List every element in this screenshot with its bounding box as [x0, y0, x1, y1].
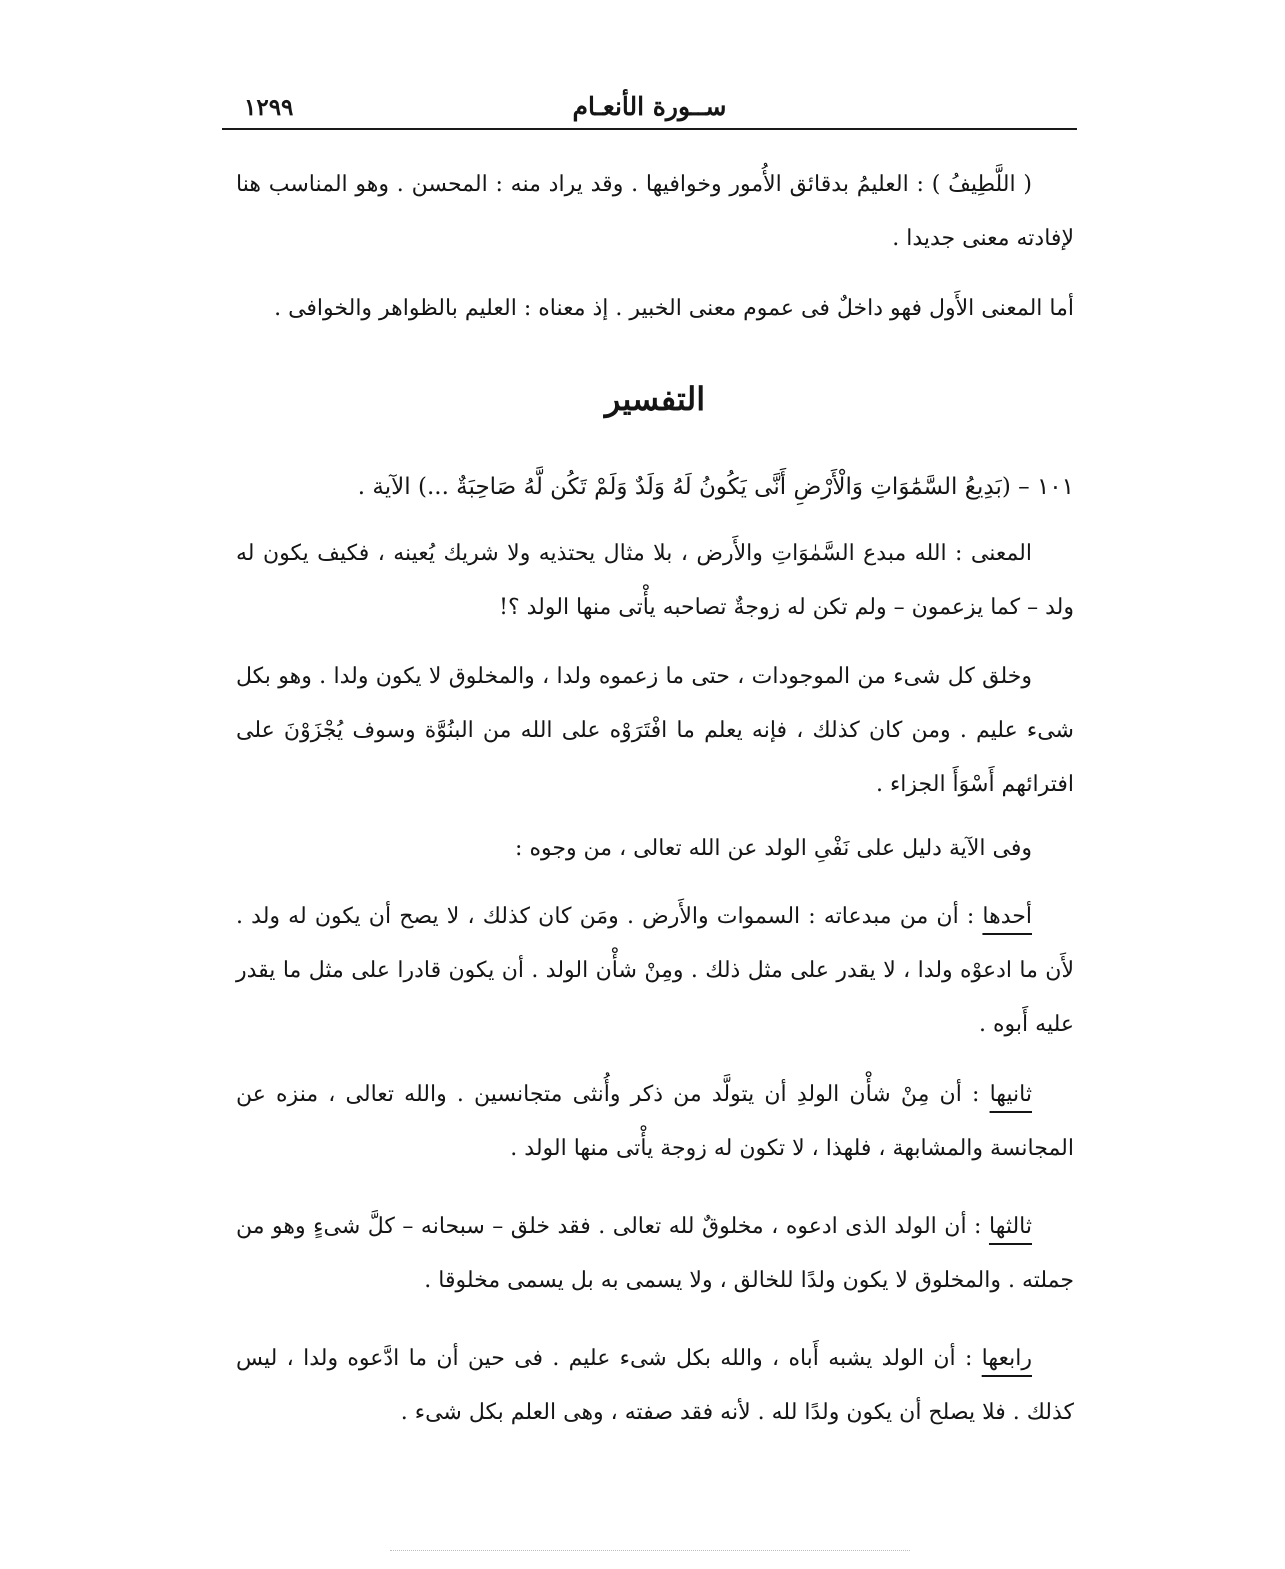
meaning-text: المعنى : الله مبدع السَّمٰوَاتِ والأَرض ، بلا مثال يحتذيه ولا شريك يُعينه ، فكيف يكون له ولد – كما يزعمون – ولم تكن له زوجةٌ تصاحبه يأْتى منها الولد ؟! [236, 541, 1074, 620]
evidence-intro-paragraph [236, 822, 1074, 876]
second-reason-text: : أن مِنْ شأْن الولدِ أن يتولَّد من ذكر وأُنثى متجانسين . والله تعالى ، منزه عن المجانسة والمشابهة ، فلهذا ، لا تكون له زوجة يأْتى منها الولد . [236, 1082, 1074, 1161]
first-reason-lead: أحدها [982, 904, 1032, 929]
creation-paragraph [236, 650, 1074, 812]
fourth-reason-text: : أن الولد يشبه أَباه ، والله بكل شىء عليم . فى حين أن ما ادَّعوه ولدا ، ليس كذلك . فلا يصلح أن يكون ولدًا لله . لأنه فقد صفته ، وهى العلم بكل شىء . [236, 1346, 1074, 1425]
evidence-intro-text: وفى الآية دليل على نَفْىِ الولد عن الله تعالى ، من وجوه : [515, 836, 1032, 861]
third-reason-paragraph [236, 1200, 1074, 1308]
second-reason-paragraph [236, 1068, 1074, 1176]
page-number: ١٢٩٩ [244, 94, 294, 121]
meaning-paragraph [236, 527, 1074, 635]
definition-paragraph [236, 158, 1074, 266]
running-header [222, 88, 1077, 128]
verse-line [236, 460, 1074, 514]
creation-text: وخلق كل شىء من الموجودات ، حتى ما زعموه ولدا ، والمخلوق لا يكون ولدا . وهو بكل شىء عليم . ومن كان كذلك ، فإنه يعلم ما افْتَرَوْه على الله من البنُوَّة وسوف يُجْزَوْنَ على افترائهم أَسْوَأَ الجزاء . [236, 664, 1074, 797]
third-reason-lead: ثالثها [988, 1214, 1032, 1239]
section-heading: التفسير [604, 380, 706, 418]
first-meaning-paragraph [236, 282, 1074, 336]
first-meaning-text: أما المعنى الأَول فهو داخلٌ فى عموم معنى الخبير . إذ معناه : العليم بالظواهر والخوافى . [274, 296, 1074, 321]
verse-text: ١٠١ – (بَدِيعُ السَّمَٰوَاتِ وَالْأَرْضِ أَنَّى يَكُونُ لَهُ وَلَدٌ وَلَمْ تَكُن لَّهُ صَاحِبَةٌ ...) الآية . [357, 474, 1074, 500]
scan-artifact [390, 1550, 910, 1551]
first-reason-text: : أن من مبدعاته : السموات والأَرض . ومَن كان كذلك ، لا يصح أن يكون له ولد . لأَن ما ادعوْه ولدا ، لا يقدر على مثل ذلك . ومِنْ شأْن الولد . أن يكون قادرا على مثل ما يقدر عليه أَبوه . [236, 904, 1074, 1037]
fourth-reason-paragraph [236, 1332, 1074, 1440]
surah-title: ســورة الأنعـام [572, 92, 727, 121]
header-rule [222, 128, 1077, 130]
second-reason-lead: ثانيها [989, 1082, 1032, 1107]
definition-text: ( اللَّطِيفُ ) : العليمُ بدقائق الأُمور وخوافيها . وقد يراد منه : المحسن . وهو المناسب هنا لإفادته معنى جديدا . [236, 172, 1074, 251]
third-reason-text: : أن الولد الذى ادعوه ، مخلوقٌ لله تعالى . فقد خلق – سبحانه – كلَّ شىءٍ وهو من جملته . والمخلوق لا يكون ولدًا للخالق ، ولا يسمى به بل يسمى مخلوقا . [236, 1214, 1074, 1293]
first-reason-paragraph [236, 890, 1074, 1052]
fourth-reason-lead: رابعها [981, 1346, 1032, 1371]
